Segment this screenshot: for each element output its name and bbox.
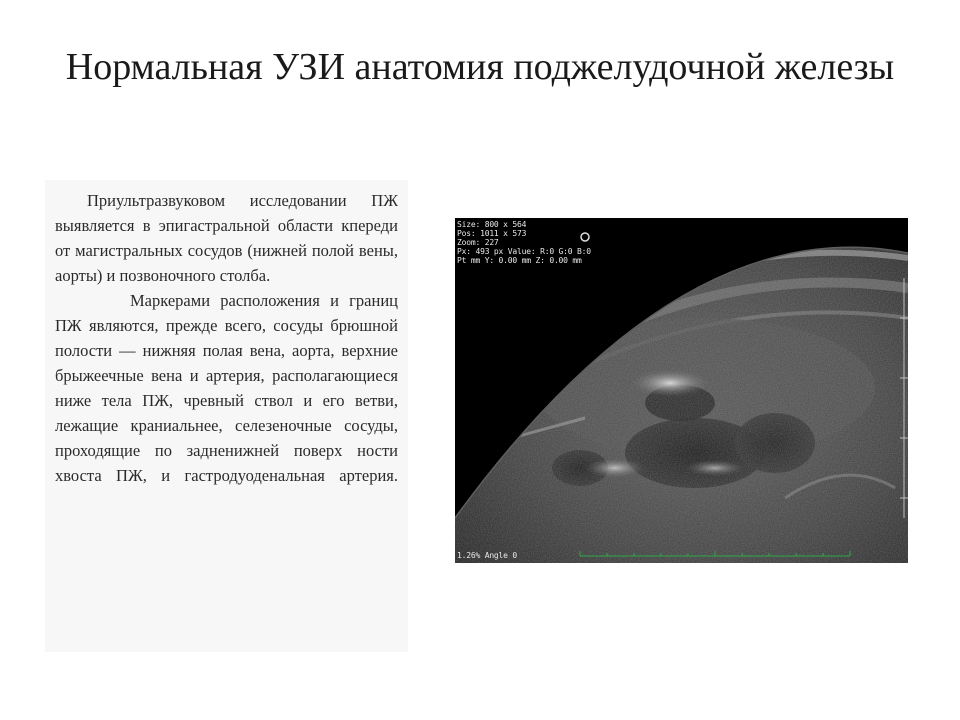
scan-info-overlay <box>457 220 591 265</box>
paragraph-1: Приультразвуковом исследовании ПЖ выявляется в эпигастральной области кпереди от магистральных сосудов (нижней полой вены, аорты) и позвоночного столба. <box>55 191 398 285</box>
ultrasound-scan <box>455 218 908 563</box>
scan-info-size: Size: 800 x 564 <box>457 220 527 229</box>
scan-info-pos: Pos: 1011 x 573 <box>457 229 527 238</box>
slide-title: Нормальная УЗИ анатомия поджелудочной железы <box>65 46 895 88</box>
paragraph-2: Маркерами расположения и границ ПЖ являются, прежде всего, сосуды брюшной полости — нижняя полая вена, аорта, верхние брыжеечные вена и артерия, располагающиеся ниже тела ПЖ, чревный ствол и его ветви, лежащие краниальнее, селезеночные сосуды, проходящие по задненижней поверх ности хвоста ПЖ, и гастродуоденальная артерия. <box>55 291 398 485</box>
ultrasound-image <box>455 218 908 563</box>
scan-info-zoom: Zoom: 227 <box>457 238 499 247</box>
scan-angle-label: 1.26% Angle 0 <box>457 551 518 560</box>
text-panel <box>45 180 408 652</box>
scan-info-value: Px: 493 px Value: R:0 G:0 B:0 <box>457 247 591 256</box>
scan-info-coords: Pt mm Y: 0.00 mm Z: 0.00 mm <box>457 256 582 265</box>
text-body <box>55 188 398 488</box>
